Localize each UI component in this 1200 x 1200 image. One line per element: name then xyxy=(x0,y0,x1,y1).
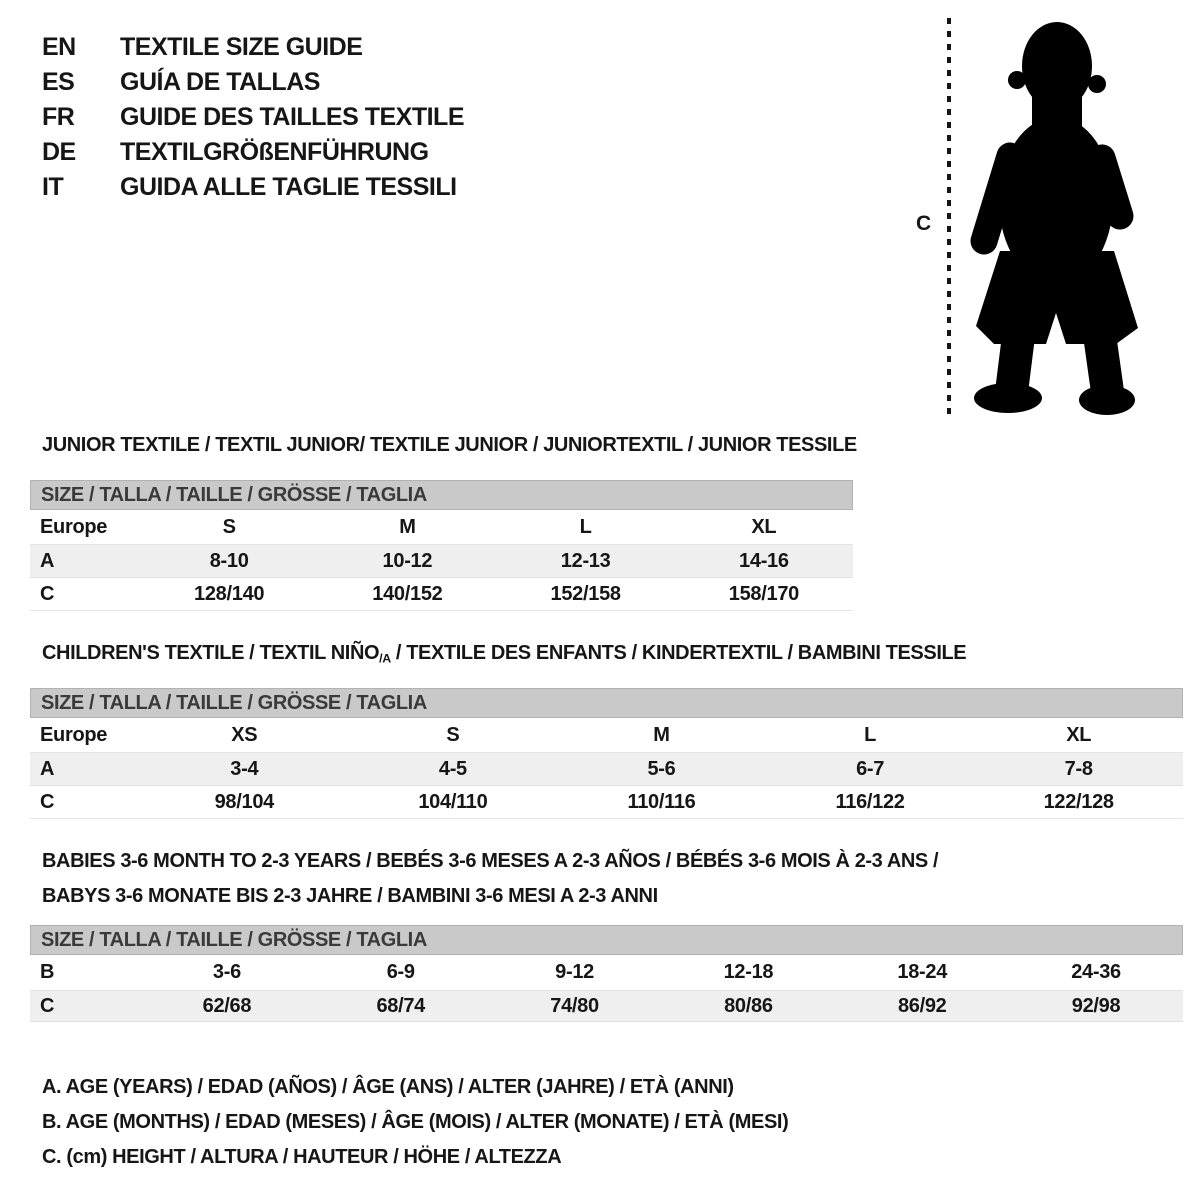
language-row-fr xyxy=(42,100,464,135)
junior-row-height xyxy=(30,578,853,611)
row-label: C xyxy=(40,994,55,1017)
age-value: 14-16 xyxy=(739,549,789,572)
age-value: 12-13 xyxy=(560,549,611,572)
children-title-sub: /A xyxy=(379,651,391,666)
language-code: FR xyxy=(42,103,75,131)
legend-line-c: C. (cm) HEIGHT / ALTURA / HAUTEUR / HÖHE / ALTEZZA xyxy=(42,1146,562,1168)
language-row-en xyxy=(42,30,464,65)
junior-row-age xyxy=(30,545,853,578)
babies-row-height xyxy=(30,991,1183,1022)
size-column-m: M xyxy=(399,515,416,538)
size-column-xs: XS xyxy=(231,723,258,746)
size-column-l: L xyxy=(864,723,877,746)
size-header-label: SIZE / TALLA / TAILLE / GRÖSSE / TAGLIA xyxy=(41,691,427,714)
height-value: 116/122 xyxy=(835,790,905,813)
junior-section-title: JUNIOR TEXTILE / TEXTIL JUNIOR/ TEXTILE JUNIOR / JUNIORTEXTIL / JUNIOR TESSILE xyxy=(42,434,857,456)
region-label: Europe xyxy=(40,515,108,538)
children-columns-row xyxy=(30,718,1183,753)
height-value: 74/80 xyxy=(550,994,599,1017)
row-label: C xyxy=(40,790,55,813)
language-code: DE xyxy=(42,138,76,166)
height-measure-dashed-line xyxy=(947,18,951,416)
language-row-es xyxy=(42,65,464,100)
children-row-height xyxy=(30,786,1183,819)
junior-size-header-row xyxy=(30,480,853,510)
age-value: 8-10 xyxy=(209,549,249,572)
babies-size-header-row xyxy=(30,925,1183,955)
height-value: 92/98 xyxy=(1071,994,1121,1017)
babies-row-months xyxy=(30,955,1183,991)
language-row-de xyxy=(42,135,464,170)
height-value: 98/104 xyxy=(214,790,274,813)
size-header-label: SIZE / TALLA / TAILLE / GRÖSSE / TAGLIA xyxy=(41,928,427,951)
children-title-post: / TEXTILE DES ENFANTS / KINDERTEXTIL / BAMBINI TESSILE xyxy=(390,642,967,664)
row-label: C xyxy=(40,582,55,605)
children-size-table xyxy=(30,688,1183,819)
children-row-age xyxy=(30,753,1183,786)
size-column-xl: XL xyxy=(1066,723,1092,746)
size-column-l: L xyxy=(579,515,592,538)
junior-size-table xyxy=(30,480,853,611)
children-section-title xyxy=(42,642,966,669)
babies-section-title-line1: BABIES 3-6 MONTH TO 2-3 YEARS / BEBÉS 3-6 MESES A 2-3 AÑOS / BÉBÉS 3-6 MOIS À 2-3 ANS / xyxy=(42,850,939,872)
legend-line-b: B. AGE (MONTHS) / EDAD (MESES) / ÂGE (MOIS) / ALTER (MONATE) / ETÀ (MESI) xyxy=(42,1111,789,1133)
toddler-silhouette-image xyxy=(966,16,1146,416)
age-value: 7-8 xyxy=(1064,757,1093,780)
size-column-m: M xyxy=(653,723,670,746)
guide-title-fr: GUIDE DES TAILLES TEXTILE xyxy=(120,103,465,131)
height-value: 158/170 xyxy=(728,582,799,605)
size-header-label: SIZE / TALLA / TAILLE / GRÖSSE / TAGLIA xyxy=(41,483,427,506)
babies-section-title-line2: BABYS 3-6 MONATE BIS 2-3 JAHRE / BAMBINI 3-6 MESI A 2-3 ANNI xyxy=(42,885,658,907)
months-value: 24-36 xyxy=(1071,961,1121,983)
months-value: 6-9 xyxy=(386,961,415,983)
height-value: 128/140 xyxy=(194,582,265,605)
size-column-xl: XL xyxy=(751,515,777,538)
size-column-s: S xyxy=(446,723,460,746)
children-title-pre: CHILDREN'S TEXTILE / TEXTIL NIÑO xyxy=(42,642,380,664)
height-value: 140/152 xyxy=(372,582,443,605)
size-column-s: S xyxy=(222,515,236,538)
age-value: 10-12 xyxy=(382,549,433,572)
age-value: 3-4 xyxy=(230,757,259,780)
children-size-header-row xyxy=(30,688,1183,718)
language-code: IT xyxy=(42,173,64,201)
months-value: 3-6 xyxy=(212,961,241,983)
height-value: 122/128 xyxy=(1043,790,1114,813)
guide-title-it: GUIDA ALLE TAGLIE TESSILI xyxy=(120,173,457,201)
row-label: A xyxy=(40,757,55,780)
measure-legend xyxy=(42,1070,788,1175)
height-measure-label: C xyxy=(916,212,932,235)
age-value: 4-5 xyxy=(438,757,467,780)
height-value: 110/116 xyxy=(627,790,696,813)
height-value: 104/110 xyxy=(418,790,488,813)
guide-title-en: TEXTILE SIZE GUIDE xyxy=(120,33,363,61)
height-value: 86/92 xyxy=(897,994,947,1017)
height-value: 68/74 xyxy=(376,994,426,1017)
language-row-it xyxy=(42,170,464,205)
height-value: 80/86 xyxy=(724,994,773,1017)
age-value: 5-6 xyxy=(647,757,676,780)
guide-title-es: GUÍA DE TALLAS xyxy=(120,68,320,96)
babies-size-table xyxy=(30,925,1183,1022)
age-value: 6-7 xyxy=(856,757,885,780)
height-value: 62/68 xyxy=(202,994,252,1017)
height-value: 152/158 xyxy=(550,582,621,605)
guide-title-de: TEXTILGRÖßENFÜHRUNG xyxy=(120,138,429,166)
language-code: EN xyxy=(42,33,76,61)
legend-line-a: A. AGE (YEARS) / EDAD (AÑOS) / ÂGE (ANS) / ALTER (JAHRE) / ETÀ (ANNI) xyxy=(42,1076,734,1098)
row-label: B xyxy=(40,961,55,983)
language-code: ES xyxy=(42,68,75,96)
region-label: Europe xyxy=(40,723,108,746)
months-value: 9-12 xyxy=(555,961,594,983)
language-title-list xyxy=(42,30,464,205)
junior-columns-row xyxy=(30,510,853,545)
months-value: 18-24 xyxy=(897,961,948,983)
row-label: A xyxy=(40,549,55,572)
months-value: 12-18 xyxy=(723,961,774,983)
